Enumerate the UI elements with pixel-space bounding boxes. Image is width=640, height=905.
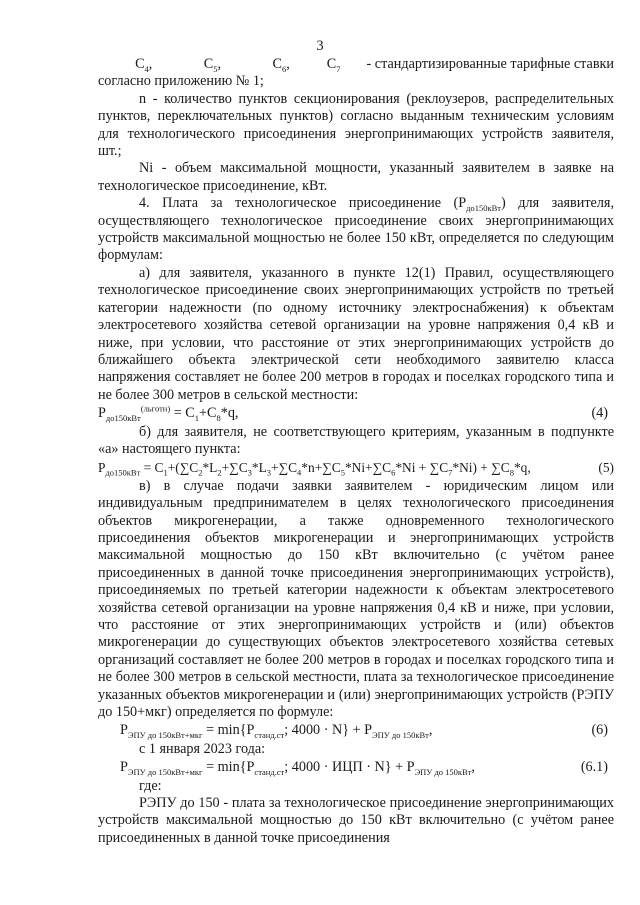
- paragraph-subitem-b: б) для заявителя, не соответствующего критериям, указанным в подпункте «а» настоящего пункта:: [98, 423, 614, 457]
- coef-c6: $C_6$,: [272, 56, 290, 74]
- paragraph-section-4: 4. Плата за технологическое присоединение $(P_{до150кВт})$ для заявителя, осуществляющего технологическое присоединение своих энергопринимающих устройств максимальной мощностью не более 150 кВт, определяется по следующим формулам:: [98, 195, 614, 264]
- paragraph-n-definition: n - количество пунктов секционирования (реклоузеров, распределительных пунктов, переключательных пунктов) согласно выданным техническим условиям для технологического присоединения энергопринимающих устройств заявителя, шт.;: [98, 90, 614, 160]
- coef-c7: $C_7$: [326, 56, 341, 74]
- paragraph-where: где:: [139, 777, 162, 794]
- formula-6-number: (6): [591, 722, 608, 739]
- formula-4: $P_{до150кВт}^{(льготн)} = C_1+C_8*q$, (4): [98, 405, 614, 422]
- coef-description: - стандартизированные тарифные ставки: [366, 56, 615, 72]
- page-number: 3: [316, 38, 324, 54]
- paragraph-subitem-a: а) для заявителя, указанного в пункте 12(1) Правил, осуществляющего технологическое присоединение своих энергопринимающих устройств по третьей категории надежности (по одному источнику электроснабжения) к объектам электросетевого хозяйства сетевой организации на уровне напряжения 0,4 кВ и ниже, при условии, что расстояние от этих энергопринимающих устройств до ближайшего объекта электрической сети необходимого заявителю класса напряжения составляет не более 200 метров в городах и поселках городского типа и не более 300 метров в сельской местности:: [98, 264, 614, 403]
- formula-6-1-number: (6.1): [580, 759, 608, 776]
- tariff-coefficients-line: [98, 56, 614, 73]
- document-body: [98, 56, 614, 847]
- paragraph-appendix-ref: согласно приложению № 1;: [98, 73, 264, 90]
- coef-c5: $C_5$,: [203, 56, 222, 74]
- paragraph-repu-definition: РЭПУ до 150 - плата за технологическое присоединение энергопринимающих устройств максимальной мощностью до 150 кВт включительно (с учётом ранее присоединенных в данной точке присоединения: [98, 795, 614, 846]
- formula-6-1: $P_{ЭПУ до 150кВт+мкг} = \min\{P_{станд.ст}$; 4000 · ИЦП · $N\} + P_{ЭПУ до 150кВт}$, (6.1): [98, 759, 614, 776]
- formula-4-number: (4): [591, 405, 608, 422]
- paragraph-ni-definition: Ni - объем максимальной мощности, указанный заявителем в заявке на технологическое присоединение, кВт.: [98, 160, 614, 194]
- coef-c4: $C_4$,: [135, 56, 153, 74]
- paragraph-from-2023: с 1 января 2023 года:: [139, 740, 266, 757]
- paragraph-subitem-c: в) в случае подачи заявки заявителем - юридическим лицом или индивидуальным предпринимателем в целях технологического присоединения объектов микрогенерации, а также одновременного технологического присоединения объектов микрогенерации и энергопринимающих устройств максимальной мощностью до 150 кВт включительно (с учётом ранее присоединенных в данной точке присоединения энергопринимающих устройств), присоединяемых по третьей категории надежности к объектам электросетевого хозяйства сетевой организации на уровне напряжения 0,4 кВ и ниже, при условии, что расстояние от этих энергопринимающих устройств и (или) объектов микрогенерации до существующих объектов электросетевого хозяйства сетевых организаций составляет не более 200 метров в городах и поселках городского типа и не более 300 метров в сельской местности, плата за технологическое присоединение указанных объектов микрогенерации и (или) энергопринимающих устройств (РЭПУ до 150+мкг) определяется по формуле:: [98, 477, 614, 721]
- formula-5-number: (5): [598, 460, 614, 476]
- formula-5: $P_{до150кВт} = C_1+(\sum C_2*L_2+\sum C_3*L_3+\sum C_4*n+\sum C_5*Ni+\sum C_6*Ni + \sum C_7*Ni) + \sum C_8*q$, (5): [98, 460, 614, 479]
- formula-6: $P_{ЭПУ до 150кВт+мкг} = \min\{P_{станд.ст}$; $4000 \cdot N\} + P_{ЭПУ до 150кВт}$, (6): [98, 722, 614, 739]
